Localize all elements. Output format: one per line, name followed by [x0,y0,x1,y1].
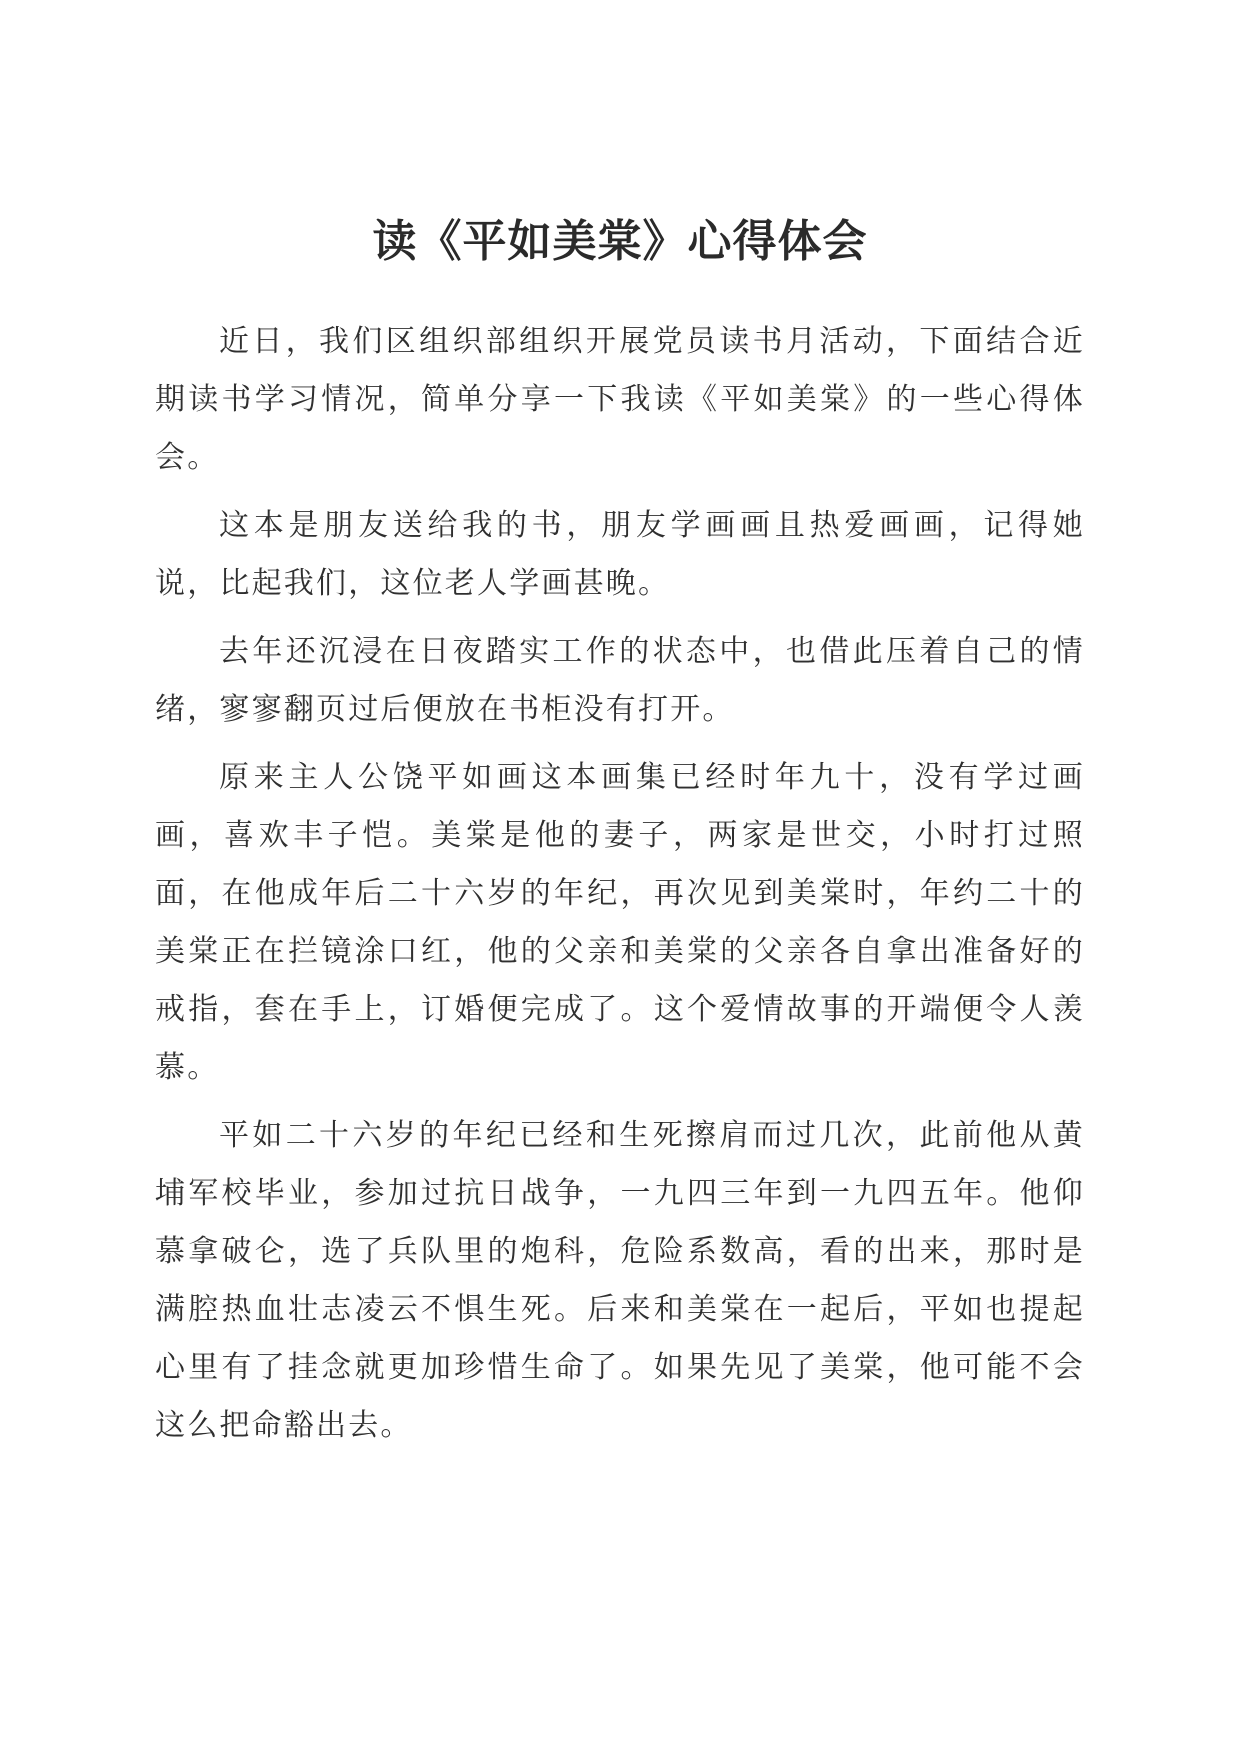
document-title: 读《平如美棠》心得体会 [372,216,868,267]
paragraph: 原来主人公饶平如画这本画集已经时年九十，没有学过画画，喜欢丰子恺。美棠是他的妻子，两家是世交，小时打过照面，在他成年后二十六岁的年纪，再次见到美棠时，年约二十的美棠正在拦镜涂口红，他的父亲和美棠的父亲各自拿出准备好的戒指，套在手上，订婚便完成了。这个爱情故事的开端便令人羡慕。 [155,760,1085,1085]
paragraph: 去年还沉浸在日夜踏实工作的状态中，也借此压着自己的情绪，寥寥翻页过后便放在书柜没有打开。 [155,634,1085,727]
paragraph: 这本是朋友送给我的书，朋友学画画且热爱画画，记得她说，比起我们，这位老人学画甚晚。 [155,508,1085,601]
paragraph: 平如二十六岁的年纪已经和生死擦肩而过几次，此前他从黄埔军校毕业，参加过抗日战争，一九四三年到一九四五年。他仰慕拿破仑，选了兵队里的炮科，危险系数高，看的出来，那时是满腔热血壮志凌云不惧生死。后来和美棠在一起后，平如也提起心里有了挂念就更加珍惜生命了。如果先见了美棠，他可能不会这么把命豁出去。 [155,1118,1085,1443]
document-body [155,313,1085,1465]
paragraph: 近日，我们区组织部组织开展党员读书月活动，下面结合近期读书学习情况，简单分享一下我读《平如美棠》的一些心得体会。 [155,324,1085,475]
